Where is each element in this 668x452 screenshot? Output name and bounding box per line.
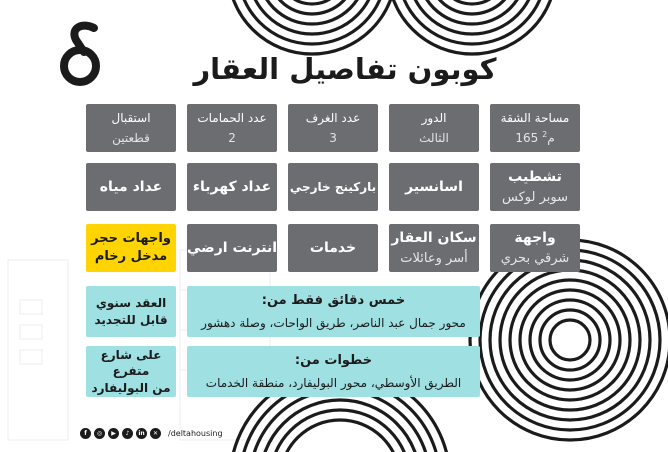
floor-label: الدور [421, 110, 447, 125]
residents-value: أسر وعائلات [400, 250, 468, 266]
street-line1: على شارع متفرع [100, 348, 162, 379]
area-card [490, 104, 580, 152]
facade-value: شرقي بحري [500, 250, 570, 266]
five-minutes-text: محور جمال عبد الناصر، طريق الواحات، وصلة دهشور [201, 316, 466, 331]
reception-card [86, 104, 176, 152]
contract-line1: العقد سنوي [95, 296, 167, 311]
elevator-label: اسانسير [405, 178, 463, 195]
services-card [288, 224, 378, 272]
water-meter-card [86, 163, 176, 211]
tiktok-icon[interactable]: ♪ [122, 428, 133, 439]
area-label: مساحة الشقة [500, 110, 570, 125]
baths-value: 2 [228, 131, 236, 145]
facade-card [490, 224, 580, 272]
finishing-card [490, 163, 580, 211]
internet-label: انترنت ارضي [187, 239, 277, 256]
delta-logo-icon [48, 18, 118, 88]
floor-value: الثالث [419, 131, 449, 145]
rooms-label: عدد الغرف [305, 110, 361, 125]
page-title: كوبون تفاصيل العقار [193, 52, 497, 86]
electricity-meter-card [187, 163, 277, 211]
residents-card [389, 224, 479, 272]
area-value: 165 م$^2$ [515, 130, 555, 145]
stone-facade-card [86, 224, 176, 272]
residents-label: سكان العقار [391, 229, 477, 246]
elevator-card [389, 163, 479, 211]
five-minutes-title: خمس دقائق فقط من: [261, 292, 406, 308]
steps-text: الطريق الأوسطي، محور البوليفارد، منطقة الخدمات [205, 376, 462, 391]
instagram-icon[interactable]: ◎ [94, 428, 105, 439]
five-minutes-card [187, 286, 480, 337]
contract-card [86, 286, 176, 337]
baths-card [187, 104, 277, 152]
stone-facade-line1: واجهات حجر [91, 231, 171, 247]
marble-entrance-line2: مدخل رخام [94, 249, 168, 264]
street-line2: من البوليفارد [91, 380, 171, 395]
steps-title: خطوات من: [294, 352, 373, 368]
finishing-value: سوبر لوكس [502, 189, 568, 205]
baths-label: عدد الحمامات [197, 110, 267, 125]
linkedin-icon[interactable]: in [136, 428, 147, 439]
electricity-meter-label: عداد كهرباء [192, 178, 272, 195]
services-label: خدمات [309, 239, 357, 256]
rooms-value: 3 [329, 131, 337, 145]
facebook-icon[interactable]: f [80, 428, 91, 439]
parking-label: باركينج خارجي [289, 179, 377, 194]
internet-card [187, 224, 277, 272]
reception-label: استقبال [111, 110, 151, 125]
youtube-icon[interactable]: ▶ [108, 428, 119, 439]
social-handle[interactable]: /deltahousing [168, 429, 223, 438]
reception-value: قطعتين [112, 131, 150, 145]
social-footer [80, 428, 223, 439]
area-unit-superscript: 2 [542, 130, 548, 139]
steps-card [187, 346, 480, 397]
facade-label: واجهة [514, 229, 556, 246]
rooms-card [288, 104, 378, 152]
contract-line2: قابل للتجديد [94, 312, 168, 327]
x-icon[interactable]: ✕ [150, 428, 161, 439]
water-meter-label: عداد مياه [99, 178, 163, 195]
street-card [86, 346, 176, 397]
floor-card [389, 104, 479, 152]
finishing-label: تشطيب [508, 168, 562, 185]
parking-card [288, 163, 378, 211]
